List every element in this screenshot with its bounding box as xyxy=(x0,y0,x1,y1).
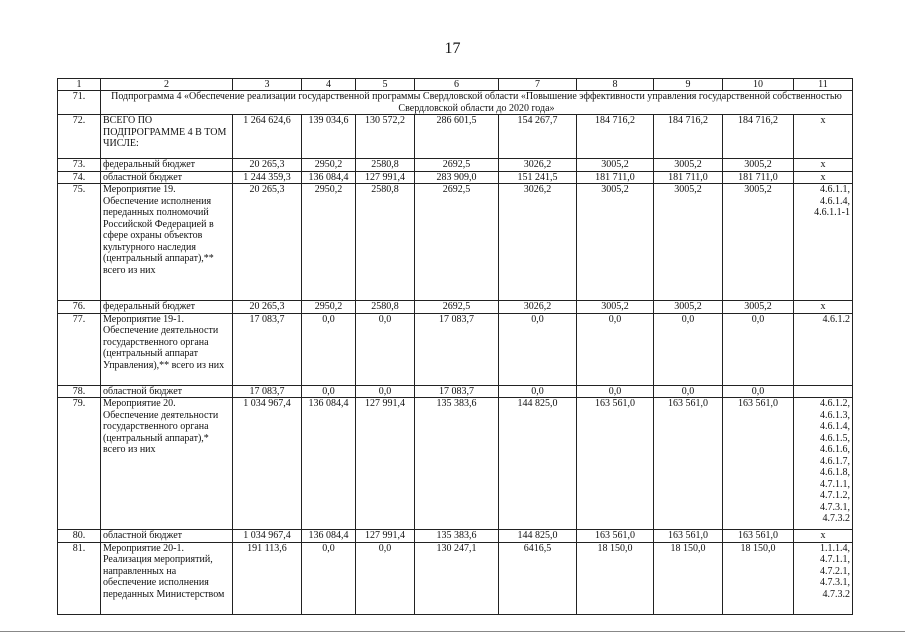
row-name: ВСЕГО ПО ПОДПРОГРАММЕ 4 В ТОМ ЧИСЛЕ: xyxy=(101,115,233,159)
value-cell: 184 716,2 xyxy=(577,115,654,159)
target-refs: x xyxy=(794,301,853,314)
row-number: 79. xyxy=(58,398,101,530)
value-cell: 2692,5 xyxy=(415,301,499,314)
target-refs: x xyxy=(794,171,853,184)
value-cell: 1 264 624,6 xyxy=(233,115,302,159)
value-cell: 0,0 xyxy=(302,385,356,398)
value-cell: 2950,2 xyxy=(302,159,356,172)
target-refs: 4.6.1.2 xyxy=(794,313,853,385)
value-cell: 2692,5 xyxy=(415,184,499,301)
row-number: 78. xyxy=(58,385,101,398)
value-cell: 163 561,0 xyxy=(577,530,654,543)
value-cell: 136 084,4 xyxy=(302,398,356,530)
target-refs: x xyxy=(794,159,853,172)
target-refs: 4.6.1.1, 4.6.1.4, 4.6.1.1-1 xyxy=(794,184,853,301)
value-cell: 181 711,0 xyxy=(723,171,794,184)
column-header: 8 xyxy=(577,79,654,91)
target-refs: 1.1.1.4, 4.7.1.1, 4.7.2.1, 4.7.3.1, 4.7.3.2 xyxy=(794,542,853,614)
value-cell: 130 572,2 xyxy=(356,115,415,159)
value-cell: 139 034,6 xyxy=(302,115,356,159)
value-cell: 3026,2 xyxy=(499,159,577,172)
table-row xyxy=(58,115,853,159)
row-name: федеральный бюджет xyxy=(101,301,233,314)
row-number: 81. xyxy=(58,542,101,614)
column-header: 5 xyxy=(356,79,415,91)
value-cell: 2950,2 xyxy=(302,301,356,314)
value-cell: 0,0 xyxy=(577,385,654,398)
scan-edge-line xyxy=(0,631,905,632)
row-name: областной бюджет xyxy=(101,385,233,398)
value-cell: 2580,8 xyxy=(356,301,415,314)
value-cell: 0,0 xyxy=(654,313,723,385)
table-row xyxy=(58,530,853,543)
target-refs: x xyxy=(794,530,853,543)
value-cell: 154 267,7 xyxy=(499,115,577,159)
value-cell: 151 241,5 xyxy=(499,171,577,184)
value-cell: 20 265,3 xyxy=(233,184,302,301)
row-number: 76. xyxy=(58,301,101,314)
row-number: 73. xyxy=(58,159,101,172)
row-number: 77. xyxy=(58,313,101,385)
value-cell: 0,0 xyxy=(723,385,794,398)
column-header: 7 xyxy=(499,79,577,91)
target-refs xyxy=(794,385,853,398)
value-cell: 163 561,0 xyxy=(723,530,794,543)
value-cell: 184 716,2 xyxy=(654,115,723,159)
value-cell: 163 561,0 xyxy=(723,398,794,530)
budget-table xyxy=(57,78,853,615)
value-cell: 286 601,5 xyxy=(415,115,499,159)
value-cell: 3005,2 xyxy=(654,301,723,314)
column-header: 1 xyxy=(58,79,101,91)
value-cell: 3026,2 xyxy=(499,301,577,314)
value-cell: 144 825,0 xyxy=(499,398,577,530)
row-name: Мероприятие 20. Обеспечение деятельности государственного органа (центральный аппарат),* всего из них xyxy=(101,398,233,530)
row-name: Мероприятие 19-1. Обеспечение деятельности государственного органа (центральный аппарат Управления),** всего из них xyxy=(101,313,233,385)
value-cell: 3005,2 xyxy=(723,301,794,314)
table-row xyxy=(58,301,853,314)
value-cell: 191 113,6 xyxy=(233,542,302,614)
row-name: областной бюджет xyxy=(101,171,233,184)
table-row xyxy=(58,159,853,172)
value-cell: 0,0 xyxy=(302,313,356,385)
value-cell: 18 150,0 xyxy=(723,542,794,614)
value-cell: 3005,2 xyxy=(577,159,654,172)
value-cell: 1 034 967,4 xyxy=(233,530,302,543)
column-header: 2 xyxy=(101,79,233,91)
row-number: 74. xyxy=(58,171,101,184)
value-cell: 3005,2 xyxy=(723,184,794,301)
value-cell: 18 150,0 xyxy=(654,542,723,614)
value-cell: 2580,8 xyxy=(356,184,415,301)
subprogram-title: Подпрограмма 4 «Обеспечение реализации государственной программы Свердловской области «Повышение эффективности управления государственной собственностью Свердловской области до 2020 года» xyxy=(101,91,853,115)
value-cell: 127 991,4 xyxy=(356,530,415,543)
value-cell: 0,0 xyxy=(577,313,654,385)
value-cell: 3026,2 xyxy=(499,184,577,301)
subprogram-row xyxy=(58,91,853,115)
table-row xyxy=(58,313,853,385)
value-cell: 181 711,0 xyxy=(577,171,654,184)
value-cell: 135 383,6 xyxy=(415,398,499,530)
value-cell: 1 244 359,3 xyxy=(233,171,302,184)
value-cell: 136 084,4 xyxy=(302,171,356,184)
value-cell: 6416,5 xyxy=(499,542,577,614)
value-cell: 3005,2 xyxy=(577,301,654,314)
target-refs: x xyxy=(794,115,853,159)
value-cell: 163 561,0 xyxy=(654,530,723,543)
row-number: 80. xyxy=(58,530,101,543)
value-cell: 2580,8 xyxy=(356,159,415,172)
value-cell: 163 561,0 xyxy=(654,398,723,530)
column-header: 9 xyxy=(654,79,723,91)
column-header: 3 xyxy=(233,79,302,91)
value-cell: 18 150,0 xyxy=(577,542,654,614)
table-row xyxy=(58,184,853,301)
value-cell: 130 247,1 xyxy=(415,542,499,614)
row-number: 72. xyxy=(58,115,101,159)
value-cell: 1 034 967,4 xyxy=(233,398,302,530)
value-cell: 17 083,7 xyxy=(233,385,302,398)
page-number: 17 xyxy=(444,40,461,57)
value-cell: 2950,2 xyxy=(302,184,356,301)
target-refs: 4.6.1.2, 4.6.1.3, 4.6.1.4, 4.6.1.5, 4.6.1.6, 4.6.1.7, 4.6.1.8, 4.7.1.1, 4.7.1.2, 4.7.3.1, 4.7.3.2 xyxy=(794,398,853,530)
value-cell: 127 991,4 xyxy=(356,171,415,184)
value-cell: 0,0 xyxy=(356,542,415,614)
value-cell: 136 084,4 xyxy=(302,530,356,543)
row-number: 75. xyxy=(58,184,101,301)
value-cell: 3005,2 xyxy=(723,159,794,172)
value-cell: 0,0 xyxy=(499,385,577,398)
table-row xyxy=(58,171,853,184)
value-cell: 3005,2 xyxy=(577,184,654,301)
row-name: Мероприятие 19. Обеспечение исполнения переданных полномочий Российской Федерацией в сфере охраны объектов культурного наследия (центральный аппарат),** всего из них xyxy=(101,184,233,301)
value-cell: 184 716,2 xyxy=(723,115,794,159)
column-number-row xyxy=(58,79,853,91)
value-cell: 2692,5 xyxy=(415,159,499,172)
value-cell: 0,0 xyxy=(356,385,415,398)
table-row xyxy=(58,542,853,614)
column-header: 10 xyxy=(723,79,794,91)
value-cell: 0,0 xyxy=(723,313,794,385)
value-cell: 283 909,0 xyxy=(415,171,499,184)
table-row xyxy=(58,385,853,398)
value-cell: 3005,2 xyxy=(654,159,723,172)
row-name: Мероприятие 20-1. Реализация мероприятий, направленных на обеспечение исполнения переданных Министерством xyxy=(101,542,233,614)
row-name: областной бюджет xyxy=(101,530,233,543)
value-cell: 0,0 xyxy=(499,313,577,385)
value-cell: 135 383,6 xyxy=(415,530,499,543)
value-cell: 17 083,7 xyxy=(415,385,499,398)
value-cell: 163 561,0 xyxy=(577,398,654,530)
value-cell: 20 265,3 xyxy=(233,159,302,172)
value-cell: 20 265,3 xyxy=(233,301,302,314)
value-cell: 181 711,0 xyxy=(654,171,723,184)
row-number: 71. xyxy=(58,91,101,115)
value-cell: 0,0 xyxy=(654,385,723,398)
value-cell: 17 083,7 xyxy=(415,313,499,385)
value-cell: 3005,2 xyxy=(654,184,723,301)
row-name: федеральный бюджет xyxy=(101,159,233,172)
value-cell: 144 825,0 xyxy=(499,530,577,543)
table-row xyxy=(58,398,853,530)
value-cell: 0,0 xyxy=(302,542,356,614)
column-header: 6 xyxy=(415,79,499,91)
value-cell: 0,0 xyxy=(356,313,415,385)
value-cell: 17 083,7 xyxy=(233,313,302,385)
column-header: 11 xyxy=(794,79,853,91)
value-cell: 127 991,4 xyxy=(356,398,415,530)
column-header: 4 xyxy=(302,79,356,91)
